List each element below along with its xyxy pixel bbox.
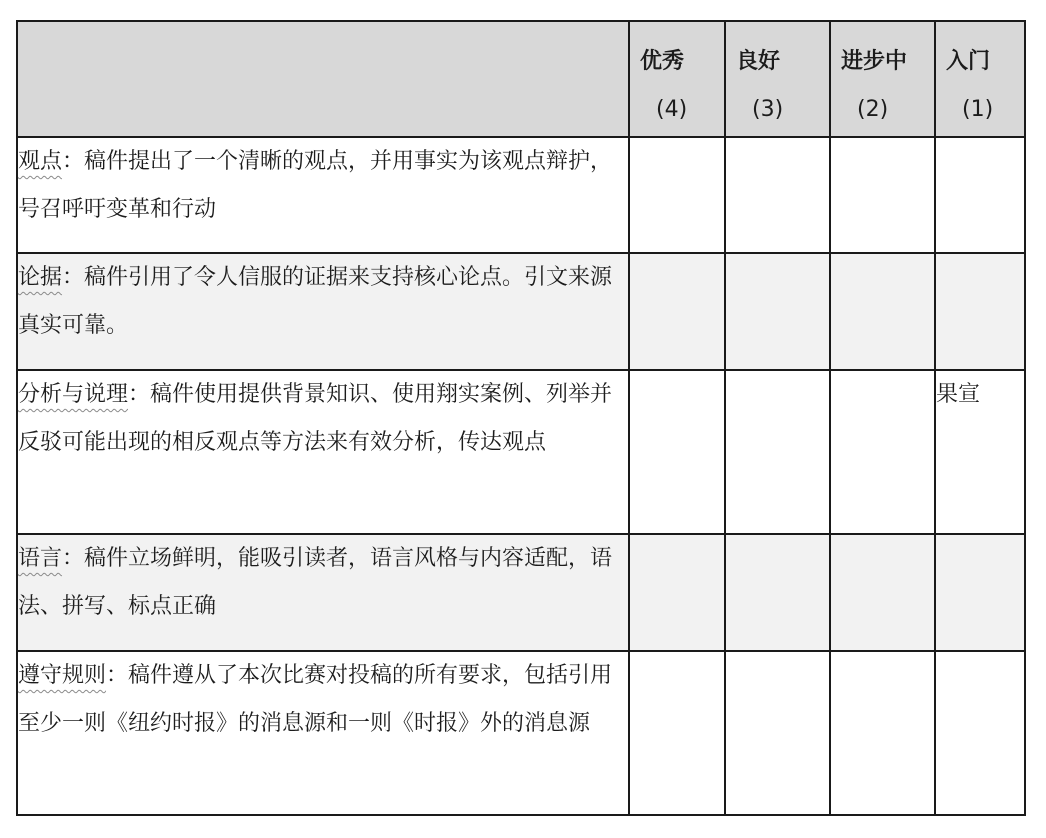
header-excellent: [629, 21, 725, 137]
header-criteria-cell: [17, 21, 629, 137]
header-level-score: (2): [857, 97, 889, 122]
score-cell-good: [725, 534, 830, 651]
score-cell-excellent: [629, 534, 725, 651]
criterion-description: 稿件遵从了本次比赛对投稿的所有要求，包括引用至少一则《纽约时报》的消息源和一则《时报》外的消息源: [18, 663, 613, 736]
criterion-term: 论据: [18, 265, 63, 290]
header-level-label: 良好: [736, 49, 781, 74]
criterion-term: 分析与说理: [18, 382, 129, 407]
criterion-separator: ：: [128, 382, 151, 407]
criterion-row-language: [17, 534, 1025, 651]
header-level-label: 优秀: [640, 49, 685, 74]
score-cell-good: [725, 253, 830, 370]
criterion-cell: [17, 651, 629, 815]
criterion-description: 稿件引用了令人信服的证据来支持核心论点。引文来源真实可靠。: [18, 265, 613, 338]
header-progressing: [830, 21, 935, 137]
score-cell-excellent: [629, 370, 725, 534]
score-cell-progressing: [830, 137, 935, 253]
criterion-cell: [17, 370, 629, 534]
score-cell-progressing: [830, 370, 935, 534]
header-beginner: [935, 21, 1025, 137]
score-cell-beginner: 果宣: [935, 370, 1025, 534]
score-cell-good: [725, 651, 830, 815]
score-cell-good: [725, 370, 830, 534]
score-cell-beginner: [935, 651, 1025, 815]
criterion-row-evidence: [17, 253, 1025, 370]
criterion-row-rules: [17, 651, 1025, 815]
criterion-cell: [17, 253, 629, 370]
score-cell-good: [725, 137, 830, 253]
score-cell-excellent: [629, 651, 725, 815]
criterion-row-viewpoint: [17, 137, 1025, 253]
header-level-score: (3): [752, 97, 784, 122]
criterion-separator: ：: [106, 663, 129, 688]
header-level-score: (1): [962, 97, 994, 122]
header-good: [725, 21, 830, 137]
criterion-description: 稿件提出了一个清晰的观点，并用事实为该观点辩护，号召呼吁变革和行动: [18, 149, 613, 222]
score-cell-progressing: [830, 651, 935, 815]
header-level-score: (4): [656, 97, 688, 122]
header-level-label: 入门: [946, 49, 991, 74]
criterion-term: 观点: [18, 149, 63, 174]
criterion-separator: ：: [62, 149, 85, 174]
criterion-separator: ：: [62, 546, 85, 571]
score-cell-beginner: [935, 253, 1025, 370]
score-cell-progressing: [830, 253, 935, 370]
criterion-term: 遵守规则: [18, 663, 107, 688]
rubric-table: [16, 20, 1026, 816]
header-row: [17, 21, 1025, 137]
criterion-row-analysis: [17, 370, 1025, 534]
score-cell-beginner: [935, 534, 1025, 651]
criterion-description: 稿件使用提供背景知识、使用翔实案例、列举并反驳可能出现的相反观点等方法来有效分析，传达观点: [18, 382, 613, 455]
criterion-term: 语言: [18, 546, 63, 571]
header-level-label: 进步中: [841, 49, 908, 74]
score-cell-excellent: [629, 137, 725, 253]
criterion-separator: ：: [62, 265, 85, 290]
score-cell-progressing: [830, 534, 935, 651]
score-cell-beginner: [935, 137, 1025, 253]
criterion-cell: [17, 534, 629, 651]
score-cell-excellent: [629, 253, 725, 370]
criterion-cell: [17, 137, 629, 253]
criterion-description: 稿件立场鲜明，能吸引读者，语言风格与内容适配，语法、拼写、标点正确: [18, 546, 613, 619]
